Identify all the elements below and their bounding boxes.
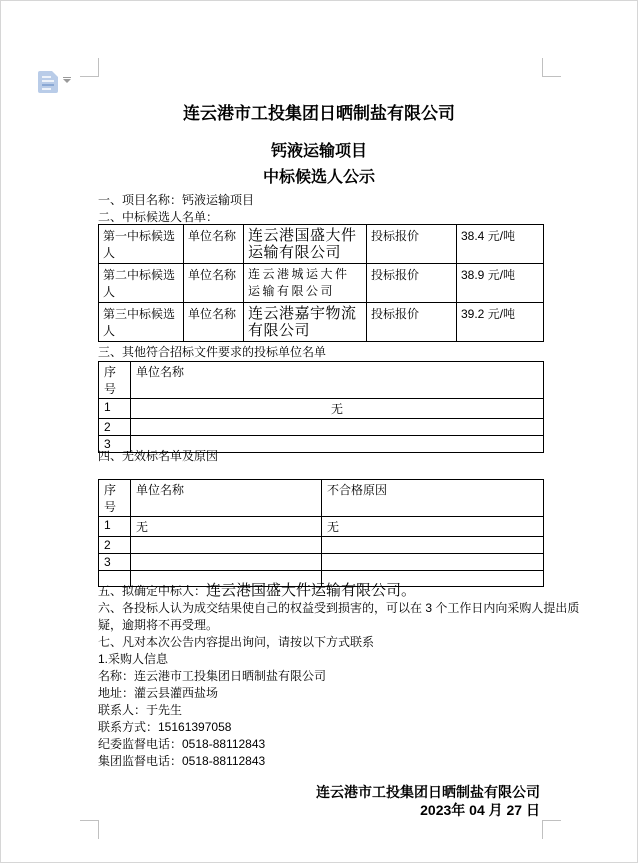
bid-price-value: 39.2 元/吨 bbox=[457, 303, 544, 342]
bid-price-value: 38.4 元/吨 bbox=[457, 225, 544, 264]
purchaser-address: 地址：灌云县灌西盐场 bbox=[98, 686, 219, 700]
unit-name-label: 单位名称 bbox=[184, 264, 244, 303]
row-no: 1 bbox=[99, 399, 131, 419]
margin-mark-top-left bbox=[80, 58, 99, 77]
bid-price-label: 投标报价 bbox=[367, 303, 457, 342]
bid-price-label: 投标报价 bbox=[367, 225, 457, 264]
candidate-company: 连云港城运大件运输有限公司 bbox=[244, 264, 367, 303]
candidate-rank: 第一中标候选人 bbox=[99, 225, 184, 264]
section-3-other-bidders-heading: 三、其他符合招标文件要求的投标单位名单 bbox=[98, 345, 327, 359]
unit-name-value bbox=[131, 554, 322, 571]
section-5-winner-line bbox=[98, 583, 416, 599]
purchaser-info-heading: 1.采购人信息 bbox=[98, 652, 169, 666]
table-row bbox=[99, 225, 544, 264]
unit-name-value: 无 bbox=[131, 517, 322, 537]
row-no: 2 bbox=[99, 419, 131, 436]
table-row bbox=[99, 537, 544, 554]
unit-name-value bbox=[131, 537, 322, 554]
column-header-unit-name: 单位名称 bbox=[131, 362, 544, 399]
section-1-project-name: 一、项目名称：钙液运输项目 bbox=[98, 193, 255, 207]
table-row bbox=[99, 517, 544, 537]
unit-name-value: 无 bbox=[131, 399, 544, 419]
section-5-winner-company: 连云港国盛大件运输有限公司。 bbox=[206, 582, 417, 599]
row-no: 2 bbox=[99, 537, 131, 554]
candidate-rank: 第二中标候选人 bbox=[99, 264, 184, 303]
column-header-no: 序号 bbox=[99, 362, 131, 399]
signature-date: 2023年 04 月 27 日 bbox=[420, 802, 540, 818]
table-row bbox=[99, 264, 544, 303]
bid-price-value: 38.9 元/吨 bbox=[457, 264, 544, 303]
table-header-row bbox=[99, 362, 544, 399]
column-header-no: 序号 bbox=[99, 480, 131, 517]
reason-value bbox=[322, 537, 544, 554]
paste-options-button[interactable] bbox=[38, 70, 72, 94]
section-5-prefix: 五、拟确定中标人： bbox=[98, 584, 207, 598]
signature-company: 连云港市工投集团日晒制盐有限公司 bbox=[316, 784, 540, 800]
chevron-down-icon bbox=[63, 77, 71, 78]
candidate-rank: 第三中标候选人 bbox=[99, 303, 184, 342]
table-row bbox=[99, 399, 544, 419]
paste-options-icon bbox=[38, 71, 58, 93]
column-header-reason: 不合格原因 bbox=[322, 480, 544, 517]
title-project: 钙液运输项目 bbox=[270, 143, 367, 160]
unit-name-label: 单位名称 bbox=[184, 303, 244, 342]
table-header-row bbox=[99, 480, 544, 517]
candidate-company: 连云港国盛大件运输有限公司 bbox=[244, 225, 367, 264]
candidate-company: 连云港嘉宇物流有限公司 bbox=[244, 303, 367, 342]
table-row bbox=[99, 419, 544, 436]
row-no: 3 bbox=[99, 554, 131, 571]
discipline-supervision-phone: 纪委监督电话：0518-88112843 bbox=[98, 737, 266, 751]
section-7-contact-heading: 七、凡对本次公告内容提出询问，请按以下方式联系 bbox=[98, 635, 375, 649]
table-row bbox=[99, 303, 544, 342]
section-6-line-1: 六、各投标人认为成交结果使自己的权益受到损害的，可以在 3 个工作日内向采购人提出质 bbox=[98, 601, 580, 615]
column-header-unit-name: 单位名称 bbox=[131, 480, 322, 517]
group-supervision-phone: 集团监督电话：0518-88112843 bbox=[98, 754, 266, 768]
invalid-bids-table bbox=[98, 479, 544, 587]
row-no: 3 bbox=[99, 436, 131, 453]
margin-mark-top-right bbox=[542, 58, 561, 77]
margin-mark-bottom-right bbox=[542, 820, 561, 839]
purchaser-name: 名称：连云港市工投集团日晒制盐有限公司 bbox=[98, 669, 327, 683]
section-6-line-2: 疑，逾期将不再受理。 bbox=[98, 618, 219, 632]
margin-mark-bottom-left bbox=[80, 820, 99, 839]
other-bidders-table bbox=[98, 361, 544, 453]
unit-name-value bbox=[131, 419, 544, 436]
purchaser-contact-person: 联系人：于先生 bbox=[98, 703, 183, 717]
row-no: 1 bbox=[99, 517, 131, 537]
unit-name-label: 单位名称 bbox=[184, 225, 244, 264]
section-2-candidates-heading: 二、中标候选人名单： bbox=[98, 210, 219, 224]
reason-value bbox=[322, 554, 544, 571]
section-4-invalid-bids-heading: 四、无效标名单及原因 bbox=[98, 449, 219, 463]
purchaser-phone: 联系方式：15161397058 bbox=[98, 720, 232, 734]
title-company: 连云港市工投集团日晒制盐有限公司 bbox=[183, 104, 455, 123]
bid-price-label: 投标报价 bbox=[367, 264, 457, 303]
reason-value: 无 bbox=[322, 517, 544, 537]
title-announcement: 中标候选人公示 bbox=[262, 169, 375, 186]
candidates-table bbox=[98, 224, 544, 342]
table-row bbox=[99, 554, 544, 571]
